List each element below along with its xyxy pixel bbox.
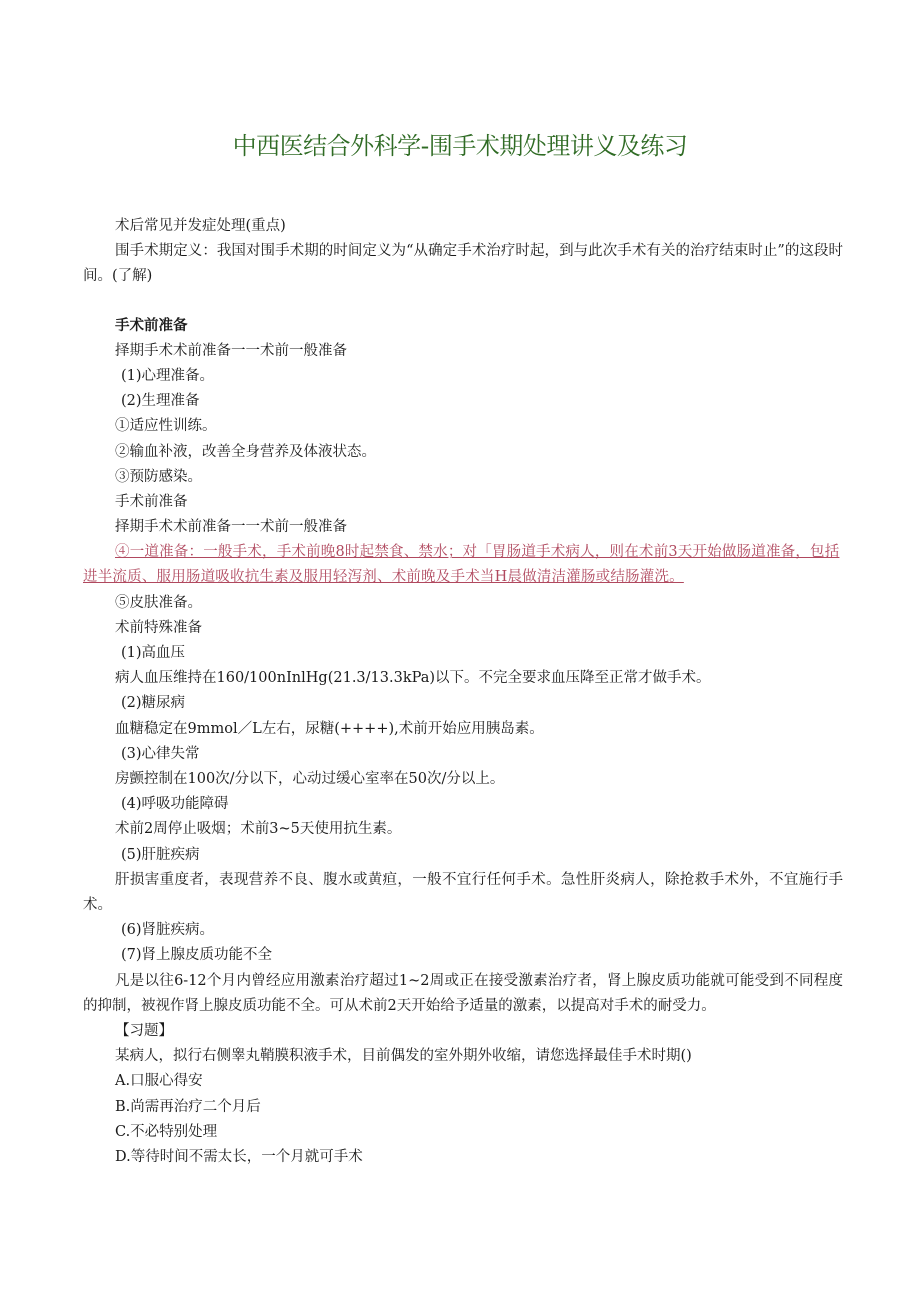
answer-option: B.尚需再治疗二个月后 <box>115 1098 261 1115</box>
item-title: (7)肾上腺皮质功能不全 <box>121 947 273 964</box>
highlighted-bowel-prep-note: ④一道准备：一般手术，手术前晚8时起禁食、禁水；对「胃肠道手术病人，则在术前3天开始做肠道准备，包括进半流质、服用肠道吸收抗生素及服用轻泻剂、术前晚及手术当H晨做清洁灌肠或结肠灌洗。 <box>83 544 840 586</box>
item-title: (3)心律失常 <box>121 745 200 762</box>
paragraph-line: ①适应性训练。 <box>115 418 217 435</box>
item-text: 血糖稳定在9mmol／L左右，尿糖(++++),术前开始应用胰岛素。 <box>115 720 544 737</box>
exercise-question: 某病人，拟行右侧睾丸鞘膜积液手术，目前偶发的室外期外收缩，请您选择最佳手术时期() <box>115 1048 692 1065</box>
item-title: (1)高血压 <box>121 645 186 662</box>
item-text: 凡是以往6-12个月内曾经应用激素治疗超过1~2周或正在接受激素治疗者，肾上腺皮质功能就可能受到不同程度的抑制，被视作肾上腺皮质功能不全。可从术前2天开始给予适量的激素，以提高对手术的耐受力。 <box>83 972 843 1014</box>
item-text: 术前2周停止吸烟；术前3~5天使用抗生素。 <box>115 821 402 838</box>
section-heading-complications: 术后常见并发症处理(重点) <box>115 218 286 234</box>
item-title: (5)肝脏疾病 <box>121 846 200 863</box>
paragraph-line: ③预防感染。 <box>115 468 202 485</box>
answer-option: C.不必特别处理 <box>115 1123 218 1140</box>
document-title: 中西医结合外科学-围手术期处理讲义及练习 <box>232 132 688 160</box>
paragraph-line: ⑤皮肤准备。 <box>115 594 202 611</box>
paragraph-line: 手术前准备 <box>115 493 188 510</box>
paragraph-line: 择期手术术前准备一一术前一般准备 <box>115 519 347 536</box>
paragraph-line: (1)心理准备。 <box>121 367 215 384</box>
item-text: 病人血压维持在160/100nInlHg(21.3/13.3kPa)以下。不完全要求血压降至正常才做手术。 <box>115 670 711 687</box>
item-text: 肝损害重度者，表现营养不良、腹水或黄疸，一般不宜行任何手术。急性肝炎病人，除抢救手术外，不宜施行手术。 <box>83 871 843 913</box>
item-title: (4)呼吸功能障碍 <box>121 796 229 813</box>
paragraph-line: 择期手术术前准备一一术前一般准备 <box>115 342 347 359</box>
perioperative-definition: 围手术期定义：我国对围手术期的时间定义为“从确定手术治疗时起，到与此次手术有关的治疗结束时止”的这段时间。(了解) <box>83 243 843 285</box>
special-prep-heading: 术前特殊准备 <box>115 619 202 636</box>
item-text: 房颤控制在100次/分以下，心动过缓心室率在50次/分以上。 <box>115 771 505 787</box>
item-title: (6)肾脏疾病。 <box>121 922 215 939</box>
paragraph-line: ②输血补液，改善全身营养及体液状态。 <box>115 443 376 460</box>
answer-option: D.等待时间不需太长，一个月就可手术 <box>115 1148 363 1165</box>
exercise-heading: 【习题】 <box>115 1022 173 1039</box>
item-title: (2)糖尿病 <box>121 695 186 712</box>
paragraph-line: (2)生理准备 <box>121 393 200 410</box>
section-heading-preop: 手术前准备 <box>115 317 188 334</box>
document-body <box>83 214 843 1170</box>
answer-option: A.口服心得安 <box>115 1073 203 1090</box>
